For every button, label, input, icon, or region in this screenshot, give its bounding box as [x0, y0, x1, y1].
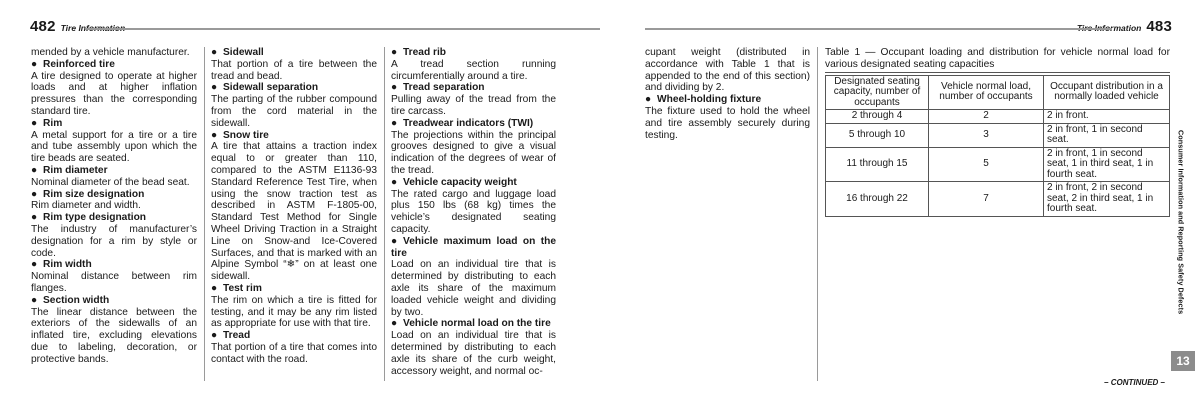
term-heading	[31, 118, 197, 130]
definition-text: The linear distance between the exteriors of the sidewalls of an inflated tire, excluding elevations due to labeling, decoration, or protective bands.	[31, 306, 197, 365]
left-column-1	[31, 47, 197, 366]
occupant-loading-table	[825, 75, 1170, 217]
term-heading-text: Test rim	[223, 282, 262, 294]
term-heading	[211, 130, 377, 142]
left-page-number: 482	[30, 18, 56, 35]
table-row	[826, 110, 1170, 124]
term-heading	[31, 259, 197, 271]
definition-text: Nominal distance between rim flanges.	[31, 271, 197, 294]
occupant-table-section	[825, 47, 1170, 217]
term-heading-text: Tread rib	[403, 47, 447, 58]
term-heading-text: Vehicle normal load on the tire	[403, 318, 551, 330]
right-header-rule	[645, 28, 1112, 30]
term-heading-text: Sidewall	[223, 47, 264, 58]
term-heading-text: Wheel-holding fixture	[657, 94, 762, 106]
bullet-icon: ●	[211, 82, 218, 94]
definition-text: The parting of the rubber compound from the cord material in the sidewall.	[211, 94, 377, 129]
left-header-rule	[85, 28, 600, 30]
term-heading	[391, 82, 556, 94]
table-row	[826, 147, 1170, 182]
term-heading	[211, 82, 377, 94]
definition-text: A tire that attains a traction index equal to or greater than 110, compared to the ASTM E1136-93 Standard Reference Test Tire, when using the snow traction test as described in ASTM F-1805-00, Standard Test Method for Single Wheel Driving Traction in a Straight Line on Snow-and Ice-Covered Surfaces, and that is marked with an Alpine Symbol “❄” on at least one sidewall.	[211, 141, 377, 283]
right-page-number: 483	[1146, 18, 1172, 35]
bullet-icon: ●	[31, 117, 38, 129]
bullet-icon: ●	[391, 318, 398, 330]
definition-text: A tire designed to operate at higher loads and at higher inflation pressures than the corresponding standard tire.	[31, 70, 197, 117]
definition-text: The fixture used to hold the wheel and tire assembly securely during testing.	[645, 105, 810, 141]
table-cell: 3	[929, 123, 1044, 147]
definition-text: The projections within the principal grooves designed to give a visual indication of the degrees of wear of the tread.	[391, 129, 556, 176]
term-heading-text: Vehicle maximum load on the tire	[391, 235, 556, 259]
term-heading-text: Section width	[43, 294, 110, 306]
term-heading	[31, 59, 197, 71]
term-heading-text: Rim type designation	[43, 212, 147, 224]
left-page-header	[30, 18, 125, 35]
term-heading	[391, 177, 556, 189]
table-cell: 2 in front, 1 in second seat.	[1044, 123, 1170, 147]
term-heading	[31, 165, 197, 177]
bullet-icon: ●	[31, 212, 38, 224]
table-header-row	[826, 75, 1170, 110]
column-divider	[204, 47, 205, 381]
table-cell: 2 in front.	[1044, 110, 1170, 124]
bullet-icon: ●	[211, 330, 218, 342]
bullet-icon: ●	[31, 259, 38, 271]
table-cell: 11 through 15	[826, 147, 929, 182]
chapter-sidebar	[1166, 112, 1196, 332]
table-cell: 2 in front, 1 in second seat, 1 in third seat, 1 in fourth seat.	[1044, 147, 1170, 182]
term-heading	[391, 318, 556, 330]
table-header-cell: Vehicle normal load, number of occupants	[929, 75, 1044, 110]
bullet-icon: ●	[211, 129, 218, 141]
table-caption: Table 1 — Occupant loading and distribution for vehicle normal load for various designated seating capacities	[825, 47, 1170, 70]
term-heading-text: Sidewall separation	[223, 82, 319, 94]
definition-text: Nominal diameter of the bead seat.	[31, 176, 190, 188]
definition-text: That portion of a tire that comes into contact with the road.	[211, 341, 377, 365]
term-heading	[31, 295, 197, 307]
column-divider	[384, 47, 385, 381]
continued-note: – CONTINUED –	[1104, 378, 1165, 387]
term-heading-text: Rim	[43, 117, 63, 129]
term-heading	[391, 47, 556, 59]
definition-text: The rated cargo and luggage load plus 150 lbs (68 kg) times the vehicle’s designated seating capacity.	[391, 188, 556, 235]
term-heading-text: Rim size designation	[43, 188, 145, 200]
definition-text: The rim on which a tire is fitted for testing, and it may be any rim listed as appropriate for use with that tire.	[211, 294, 377, 330]
term-heading-text: Treadwear indicators (TWI)	[403, 117, 534, 129]
definition-text: That portion of a tire between the tread and bead.	[211, 58, 377, 82]
column-divider	[817, 47, 818, 381]
definition-text: mended by a vehicle manufacturer.	[31, 47, 190, 58]
term-heading	[211, 283, 377, 295]
term-heading	[31, 212, 197, 224]
term-heading-text: Rim width	[43, 259, 92, 271]
term-heading-text: Tread	[223, 330, 251, 342]
definition-text: Rim diameter and width.	[31, 200, 141, 212]
table-cell: 2 through 4	[826, 110, 929, 124]
bullet-icon: ●	[391, 176, 398, 188]
left-column-3	[391, 47, 556, 377]
chapter-tab: 13	[1171, 351, 1195, 371]
term-heading	[391, 118, 556, 130]
definition-text: The industry of manufacturer’s designation for a rim by style or code.	[31, 223, 197, 259]
chapter-sidebar-label: Consumer Information and Reporting Safety Defects	[1176, 129, 1186, 315]
bullet-icon: ●	[391, 117, 398, 129]
definition-text: cupant weight (distributed in accordance with Table 1 that is appended to the end of this section) and dividing by 2.	[645, 47, 810, 94]
bullet-icon: ●	[31, 188, 38, 200]
term-heading	[645, 94, 810, 106]
term-heading	[211, 47, 377, 59]
bullet-icon: ●	[211, 47, 218, 58]
table-cell: 5 through 10	[826, 123, 929, 147]
bullet-icon: ●	[391, 235, 398, 247]
bullet-icon: ●	[31, 58, 38, 70]
bullet-icon: ●	[31, 294, 38, 306]
term-heading-text: Vehicle capacity weight	[403, 176, 517, 188]
right-page-header	[1077, 18, 1172, 35]
term-heading-text: Rim diameter	[43, 164, 108, 176]
bullet-icon: ●	[391, 47, 398, 58]
definition-text: Load on an individual tire that is determined by distributing to each axle its share of the curb weight, accessory weight, and normal oc-	[391, 330, 556, 377]
table-cell: 2	[929, 110, 1044, 124]
table-header-cell: Designated seating capacity, number of occupants	[826, 75, 929, 110]
definition-text: Pulling away of the tread from the tire carcass.	[391, 94, 556, 117]
definition-text: Load on an individual tire that is determined by distributing to each axle its share of the maximum loaded vehicle weight and dividing by two.	[391, 259, 556, 318]
right-page-title: Tire Information	[1076, 23, 1142, 33]
term-heading	[31, 189, 197, 201]
table-cell: 7	[929, 182, 1044, 217]
definition-text: A tread section running circumferentially around a tire.	[391, 58, 556, 82]
table-row	[826, 182, 1170, 217]
table-header-cell: Occupant distribution in a normally loaded vehicle	[1044, 75, 1170, 110]
term-heading-text: Reinforced tire	[43, 58, 115, 70]
term-heading	[211, 330, 377, 342]
bullet-icon: ●	[645, 94, 652, 106]
table-cell: 2 in front, 2 in second seat, 2 in third seat, 1 in fourth seat.	[1044, 182, 1170, 217]
right-column-1	[645, 47, 810, 141]
bullet-icon: ●	[211, 282, 218, 294]
definition-text: A metal support for a tire or a tire and tube assembly upon which the tire beads are seated.	[31, 129, 197, 165]
table-cell: 16 through 22	[826, 182, 929, 217]
bullet-icon: ●	[391, 82, 398, 94]
term-heading-text: Tread separation	[403, 82, 485, 94]
term-heading-text: Snow tire	[223, 129, 269, 141]
table-cell: 5	[929, 147, 1044, 182]
left-column-2	[211, 47, 377, 366]
bullet-icon: ●	[31, 164, 38, 176]
left-page-title: Tire Information	[60, 23, 126, 33]
table-row	[826, 123, 1170, 147]
term-heading	[391, 236, 556, 260]
caption-rule	[825, 72, 1170, 73]
